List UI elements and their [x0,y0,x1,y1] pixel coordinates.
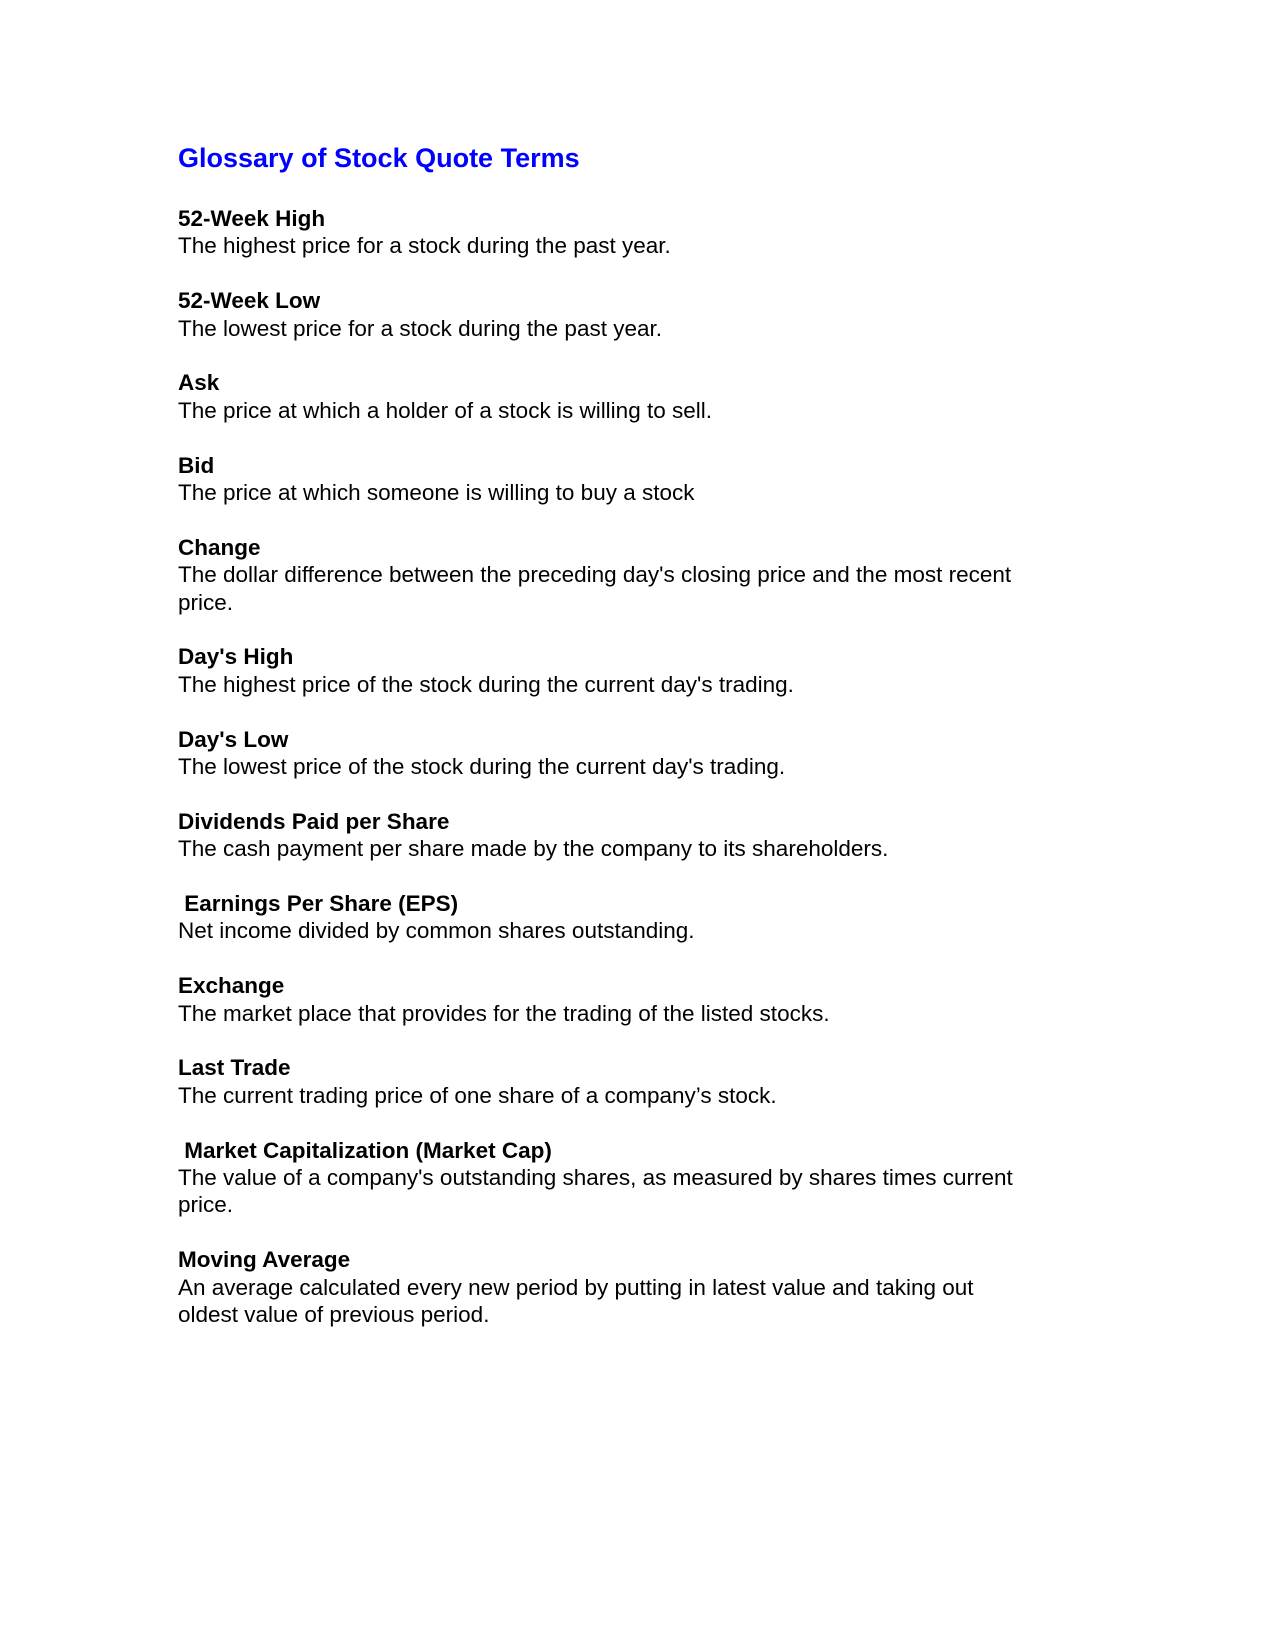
glossary-entry [178,452,1026,507]
glossary-term: Exchange [178,973,285,999]
glossary-entry [178,205,1026,260]
glossary-definition: The current trading price of one share of a company’s stock. [178,1082,777,1108]
glossary-term: 52-Week High [178,206,326,231]
glossary-entry [178,1246,1026,1328]
glossary-definition: The market place that provides for the trading of the listed stocks. [178,1000,830,1026]
glossary-document [178,141,1026,1356]
glossary-entry [178,287,1026,342]
glossary-definition: The lowest price for a stock during the past year. [178,315,662,341]
glossary-term: Earnings Per Share (EPS) [178,891,459,917]
glossary-entry [178,1137,1026,1219]
glossary-term: Change [178,534,261,560]
glossary-term: Bid [178,452,215,478]
glossary-entry [178,890,1026,945]
glossary-definition: The highest price for a stock during the past year. [178,233,671,259]
glossary-definition: An average calculated every new period by putting in latest value and taking out oldest value of previous period. [178,1274,974,1328]
glossary-term: 52-Week Low [178,288,321,314]
glossary-definition: Net income divided by common shares outstanding. [178,918,695,944]
page-title: Glossary of Stock Quote Terms [178,143,580,173]
glossary-entry [178,1054,1026,1109]
glossary-list [178,205,1026,1328]
glossary-entry [178,808,1026,863]
glossary-term: Market Capitalization (Market Cap) [178,1137,552,1163]
glossary-definition: The value of a company's outstanding shares, as measured by shares times current price. [178,1165,1013,1218]
glossary-definition: The dollar difference between the preceding day's closing price and the most recent price. [178,562,1012,615]
glossary-term: Dividends Paid per Share [178,808,450,834]
glossary-definition: The lowest price of the stock during the current day's trading. [178,754,786,780]
glossary-term: Day's Low [178,726,289,752]
glossary-term: Day's High [178,644,294,670]
glossary-entry [178,972,1026,1027]
glossary-entry [178,726,1026,781]
glossary-entry [178,534,1026,616]
glossary-definition: The price at which someone is willing to buy a stock [178,480,695,506]
glossary-definition: The highest price of the stock during the current day's trading. [178,671,794,697]
glossary-term: Moving Average [178,1247,351,1273]
glossary-term: Ask [178,370,220,396]
glossary-term: Last Trade [178,1055,291,1081]
glossary-definition: The cash payment per share made by the company to its shareholders. [178,836,889,862]
glossary-entry [178,643,1026,698]
glossary-definition: The price at which a holder of a stock is willing to sell. [178,397,712,423]
glossary-entry [178,369,1026,424]
